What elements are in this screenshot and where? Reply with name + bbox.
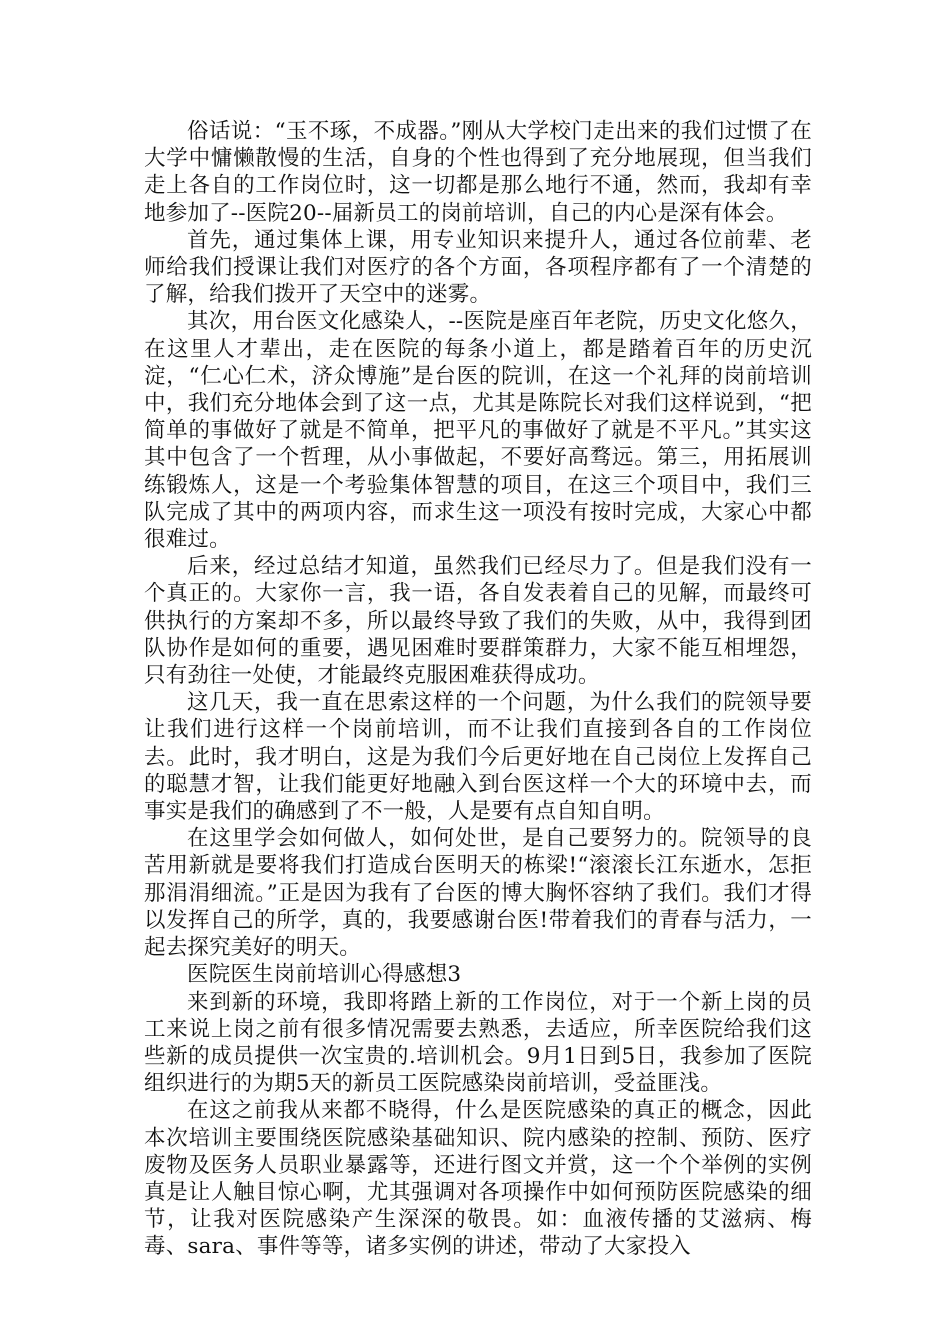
paragraph: 首先，通过集体上课，用专业知识来提升人，通过各位前辈、老师给我们授课让我们对医疗的各个方面，各项程序都有了一个清楚的了解，给我们拨开了天空中的迷雾。 [144, 227, 812, 308]
paragraph: 这几天，我一直在思索这样的一个问题，为什么我们的院领导要让我们进行这样一个岗前培训，而不让我们直接到各自的工作岗位去。此时，我才明白，这是为我们今后更好地在自己岗位上发挥自己的聪慧才智，让我们能更好地融入到台医这样一个大的环境中去，而事实是我们的确感到了不一般，人是要有点自知自明。 [144, 690, 812, 825]
paragraph: 俗话说：“玉不琢，不成器。”刚从大学校门走出来的我们过惯了在大学中慵懒散慢的生活，自身的个性也得到了充分地展现，但当我们走上各自的工作岗位时，这一切都是那么地行不通，然而，我却有幸地参加了--医院20--届新员工的岗前培训，自己的内心是深有体会。 [144, 119, 812, 226]
paragraph: 其次，用台医文化感染人，--医院是座百年老院，历史文化悠久，在这里人才辈出，走在医院的每条小道上，都是踏着百年的历史沉淀，“仁心仁术，济众博施”是台医的院训，在这一个礼拜的岗前培训中，我们充分地体会到了这一点，尤其是陈院长对我们这样说到，“把简单的事做好了就是不简单，把平凡的事做好了就是不平凡。”其实这其中包含了一个哲理，从小事做起，不要好高骛远。第三，用拓展训练锻炼人，这是一个考验集体智慧的项目，在这三个项目中，我们三队完成了其中的两项内容，而求生这一项没有按时完成，大家心中都很难过。 [144, 309, 812, 553]
paragraph: 后来，经过总结才知道，虽然我们已经尽力了。但是我们没有一个真正的。大家你一言，我一语，各自发表着自己的见解，而最终可供执行的方案却不多，所以最终导致了我们的失败，从中，我得到团队协作是如何的重要，遇见困难时要群策群力，大家不能互相埋怨，只有劲往一处使，才能最终克服困难获得成功。 [144, 554, 812, 689]
paragraph: 在这里学会如何做人，如何处世，是自己要努力的。院领导的良苦用新就是要将我们打造成台医明天的栋梁!“滚滚长江东逝水，怎拒那涓涓细流。”正是因为我有了台医的博大胸怀容纳了我们。我们才得以发挥自己的所学，真的，我要感谢台医!带着我们的青春与活力，一起去探究美好的明天。 [144, 826, 812, 961]
paragraph: 来到新的环境，我即将踏上新的工作岗位，对于一个新上岗的员工来说上岗之前有很多情况需要去熟悉，去适应，所幸医院给我们这些新的成员提供一次宝贵的.培训机会。9月1日到5日，我参加了医院组织进行的为期5天的新员工医院感染岗前培训，受益匪浅。 [144, 989, 812, 1097]
section-title: 医院医生岗前培训心得感想3 [187, 962, 462, 988]
paragraph: 在这之前我从来都不晓得，什么是医院感染的真正的概念，因此本次培训主要围绕医院感染基础知识、院内感染的控制、预防、医疗废物及医务人员职业暴露等，还进行图文并赏，这一个个举例的实例真是让人触目惊心啊，尤其强调对各项操作中如何预防医院感染的细节，让我对医院感染产生深深的敬畏。如：血液传播的艾滋病、梅毒、sara、事件等等，诸多实例的讲述，带动了大家投入 [144, 1098, 812, 1260]
document-body [144, 118, 812, 1261]
